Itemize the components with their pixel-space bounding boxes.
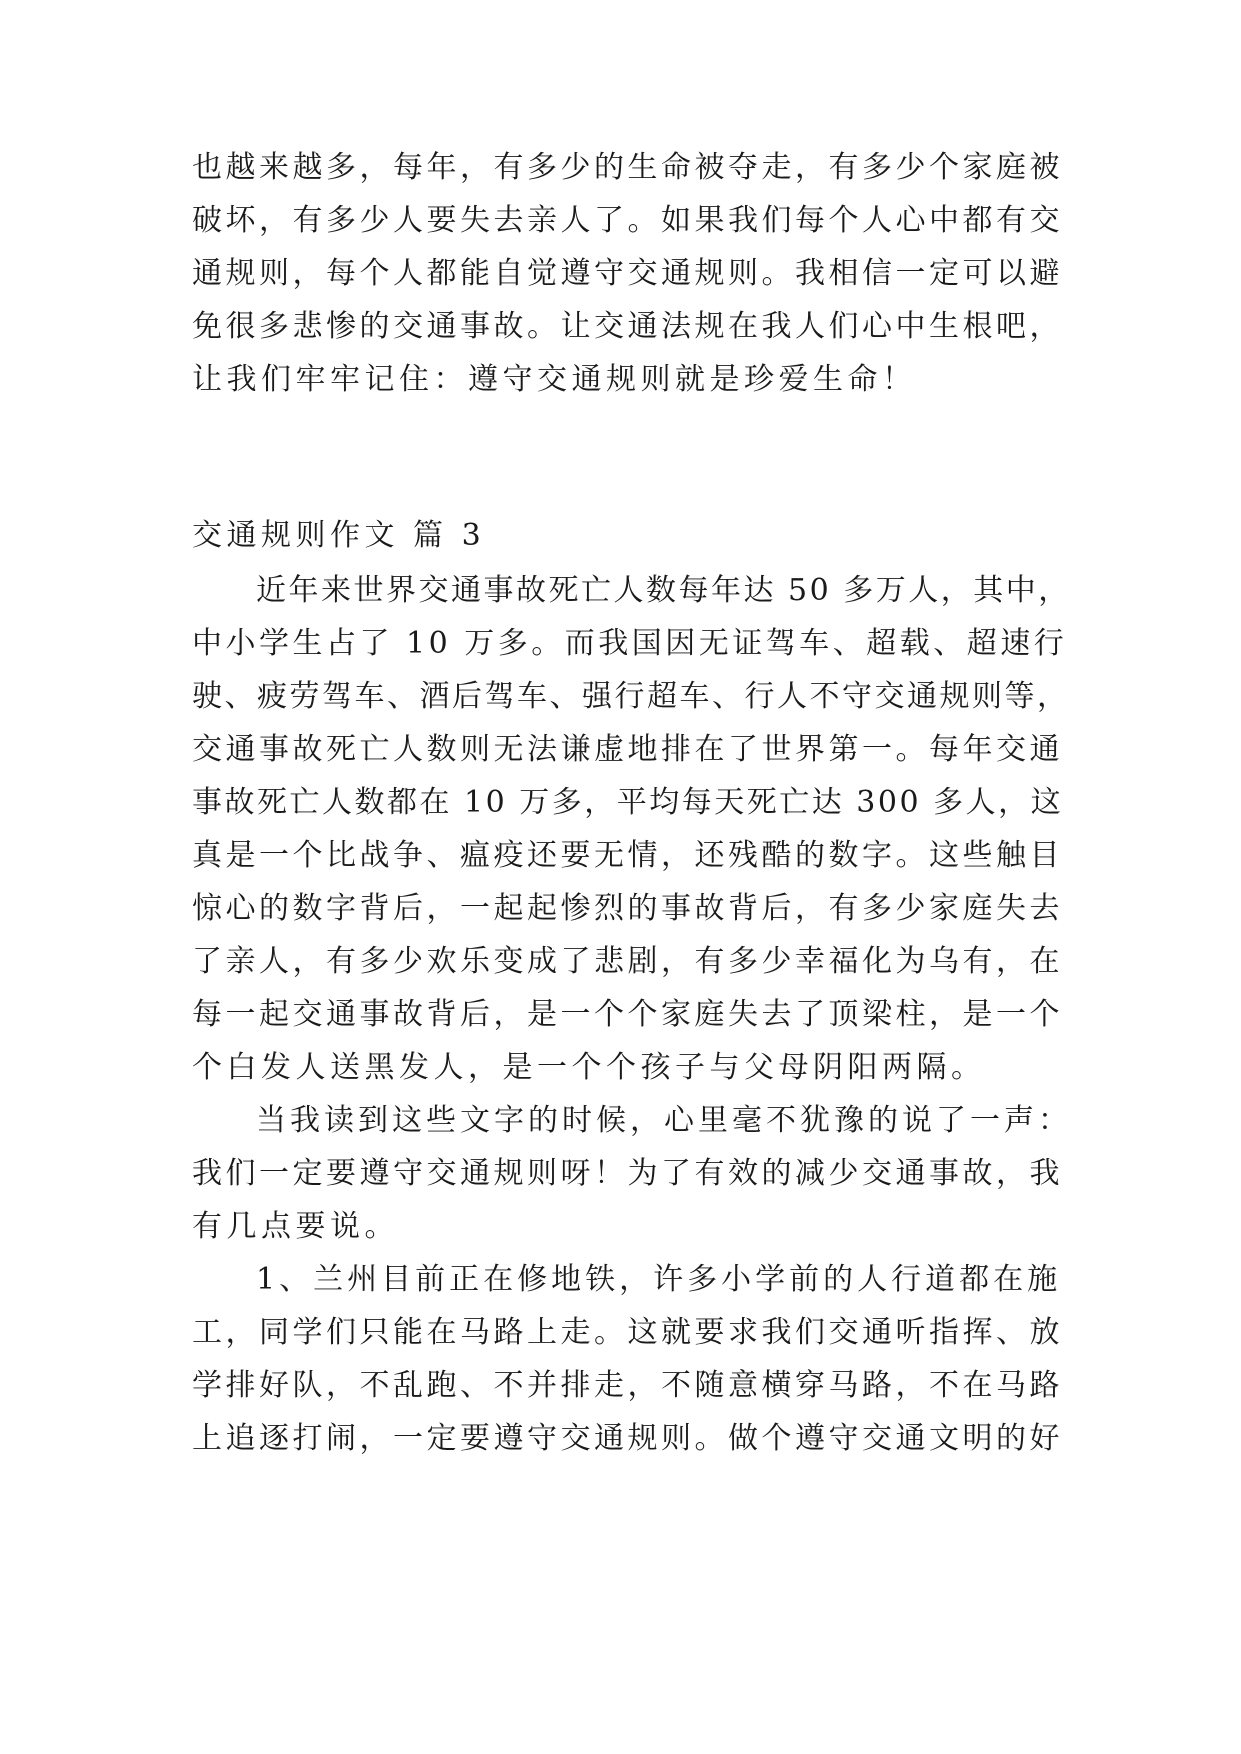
text-line: 让我们牢牢记住：遵守交通规则就是珍爱生命！	[192, 362, 917, 397]
text-line: 真是一个比战争、瘟疫还要无情，还残酷的数字。这些触目	[192, 838, 1063, 873]
text-line: 了亲人，有多少欢乐变成了悲剧，有多少幸福化为乌有，在	[192, 944, 1063, 979]
text-line: 我们一定要遵守交通规则呀！为了有效的减少交通事故，我	[192, 1156, 1063, 1191]
text-line: 通规则，每个人都能自觉遵守交通规则。我相信一定可以避	[192, 256, 1063, 291]
text-line: 有几点要说。	[192, 1209, 399, 1244]
text-line: 惊心的数字背后，一起起惨烈的事故背后，有多少家庭失去	[192, 891, 1063, 926]
text-line: 上追逐打闹，一定要遵守交通规则。做个遵守交通文明的好	[192, 1421, 1063, 1456]
text-line: 事故死亡人数都在 10 万多，平均每天死亡达 300 多人，这	[192, 785, 1064, 820]
text-line: 交通事故死亡人数则无法谦虚地排在了世界第一。每年交通	[192, 732, 1063, 767]
text-line: 1、兰州目前正在修地铁，许多小学前的人行道都在施	[256, 1262, 1062, 1297]
text-line: 免很多悲惨的交通事故。让交通法规在我人们心中生根吧，	[192, 309, 1063, 344]
text-line: 也越来越多，每年，有多少的生命被夺走，有多少个家庭被	[192, 150, 1063, 185]
text-line: 个白发人送黑发人，是一个个孩子与父母阴阳两隔。	[192, 1050, 986, 1085]
text-line: 每一起交通事故背后，是一个个家庭失去了顶梁柱，是一个	[192, 997, 1063, 1032]
text-line: 近年来世界交通事故死亡人数每年达 50 多万人，其中，	[256, 573, 1071, 608]
section-heading: 交通规则作文 篇 3	[192, 518, 486, 553]
text-line: 学排好队，不乱跑、不并排走，不随意横穿马路，不在马路	[192, 1368, 1063, 1403]
text-line: 工，同学们只能在马路上走。这就要求我们交通听指挥、放	[192, 1315, 1063, 1350]
text-line: 中小学生占了 10 万多。而我国因无证驾车、超载、超速行	[192, 626, 1068, 661]
text-line: 驶、疲劳驾车、酒后驾车、强行超车、行人不守交通规则等，	[192, 679, 1070, 714]
text-line: 当我读到这些文字的时候，心里毫不犹豫的说了一声：	[256, 1103, 1072, 1138]
text-line: 破坏，有多少人要失去亲人了。如果我们每个人心中都有交	[192, 203, 1063, 238]
